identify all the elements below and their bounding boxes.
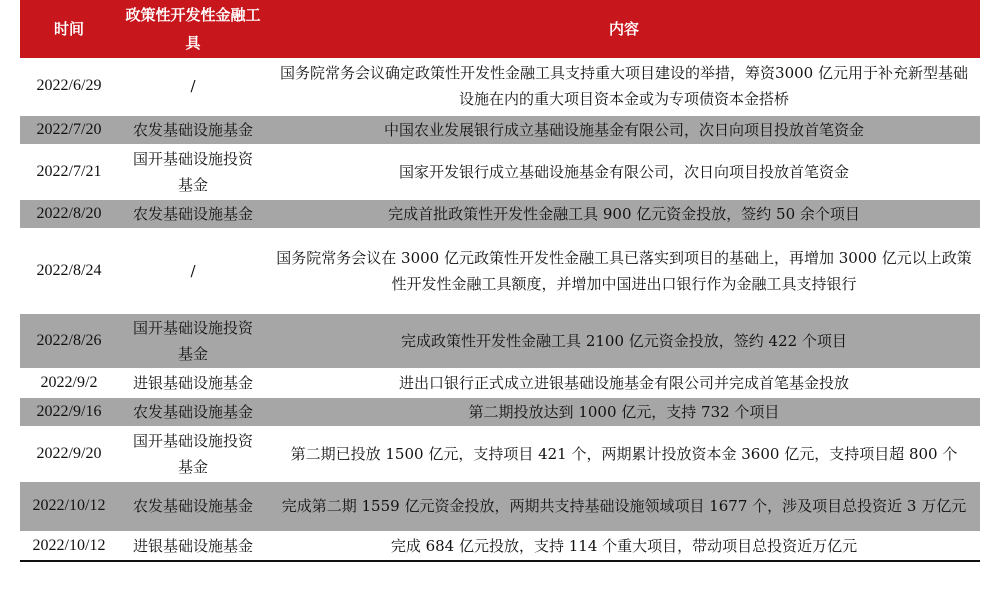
cell-date: 2022/10/12 bbox=[20, 481, 118, 531]
header-content: 内容 bbox=[268, 0, 980, 58]
table-row bbox=[20, 481, 980, 531]
cell-tool: 进银基础设施基金 bbox=[118, 531, 268, 561]
cell-date: 2022/8/24 bbox=[20, 228, 118, 313]
cell-content: 第二期投放达到 1000 亿元，支持 732 个项目 bbox=[268, 397, 980, 426]
table-header bbox=[20, 0, 980, 58]
policy-finance-table-container bbox=[20, 0, 980, 590]
policy-finance-table bbox=[20, 0, 980, 562]
cell-tool: 农发基础设施基金 bbox=[118, 115, 268, 144]
cell-tool: 农发基础设施基金 bbox=[118, 481, 268, 531]
table-row bbox=[20, 313, 980, 368]
header-row bbox=[20, 0, 980, 58]
cell-content: 国务院常务会议确定政策性开发性金融工具支持重大项目建设的举措，筹资3000 亿元用于补充新型基础设施在内的重大项目资本金或为专项债资本金搭桥 bbox=[268, 58, 980, 115]
cell-tool: 农发基础设施基金 bbox=[118, 199, 268, 228]
cell-content: 中国农业发展银行成立基础设施基金有限公司，次日向项目投放首笔资金 bbox=[268, 115, 980, 144]
table-row bbox=[20, 228, 980, 313]
cell-tool: 农发基础设施基金 bbox=[118, 397, 268, 426]
cell-date: 2022/6/29 bbox=[20, 58, 118, 115]
cell-content: 完成首批政策性开发性金融工具 900 亿元资金投放，签约 50 余个项目 bbox=[268, 199, 980, 228]
table-row bbox=[20, 397, 980, 426]
cell-date: 2022/9/16 bbox=[20, 397, 118, 426]
cell-content: 第二期已投放 1500 亿元，支持项目 421 个，两期累计投放资本金 3600 亿元，支持项目超 800 个 bbox=[268, 426, 980, 481]
cell-date: 2022/7/20 bbox=[20, 115, 118, 144]
cell-date: 2022/8/26 bbox=[20, 313, 118, 368]
cell-content: 进出口银行正式成立进银基础设施基金有限公司并完成首笔基金投放 bbox=[268, 368, 980, 397]
cell-tool: 国开基础设施投资基金 bbox=[118, 426, 268, 481]
cell-date: 2022/9/2 bbox=[20, 368, 118, 397]
header-date: 时间 bbox=[20, 0, 118, 58]
cell-content: 国家开发银行成立基础设施基金有限公司，次日向项目投放首笔资金 bbox=[268, 144, 980, 199]
table-row bbox=[20, 58, 980, 115]
cell-tool: 国开基础设施投资基金 bbox=[118, 313, 268, 368]
cell-date: 2022/7/21 bbox=[20, 144, 118, 199]
cell-content: 完成 684 亿元投放，支持 114 个重大项目，带动项目总投资近万亿元 bbox=[268, 531, 980, 561]
table-row bbox=[20, 199, 980, 228]
table-row bbox=[20, 531, 980, 561]
cell-date: 2022/10/12 bbox=[20, 531, 118, 561]
cell-date: 2022/8/20 bbox=[20, 199, 118, 228]
table-body bbox=[20, 58, 980, 561]
table-row bbox=[20, 144, 980, 199]
cell-content: 完成第二期 1559 亿元资金投放，两期共支持基础设施领域项目 1677 个，涉及项目总投资近 3 万亿元 bbox=[268, 481, 980, 531]
header-tool: 政策性开发性金融工具 bbox=[118, 0, 268, 58]
table-row bbox=[20, 115, 980, 144]
table-row bbox=[20, 426, 980, 481]
cell-tool: / bbox=[118, 228, 268, 313]
cell-content: 完成政策性开发性金融工具 2100 亿元资金投放，签约 422 个项目 bbox=[268, 313, 980, 368]
cell-date: 2022/9/20 bbox=[20, 426, 118, 481]
cell-tool: 国开基础设施投资基金 bbox=[118, 144, 268, 199]
cell-tool: / bbox=[118, 58, 268, 115]
cell-tool: 进银基础设施基金 bbox=[118, 368, 268, 397]
table-row bbox=[20, 368, 980, 397]
cell-content: 国务院常务会议在 3000 亿元政策性开发性金融工具已落实到项目的基础上，再增加 3000 亿元以上政策性开发性金融工具额度，并增加中国进出口银行作为金融工具支持银行 bbox=[268, 228, 980, 313]
